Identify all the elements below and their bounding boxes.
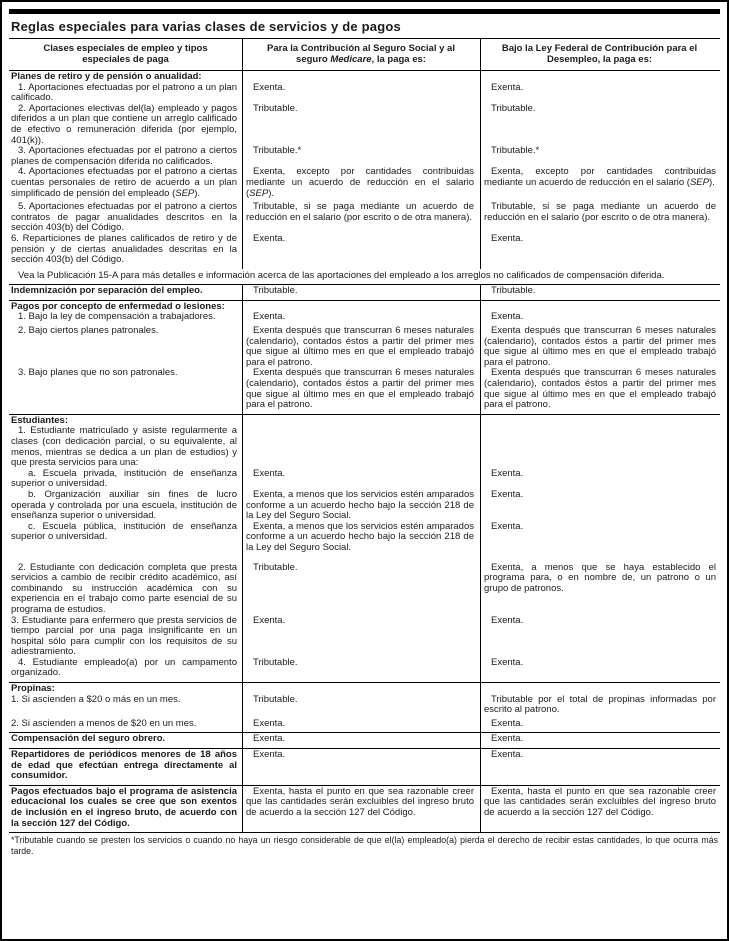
table-row — [9, 146, 720, 167]
desempleo-cell: Exenta. — [491, 467, 524, 479]
row-label: 2. Aportaciones electivas del(la) empleado y pagos diferidos a un plan que contiene un arreglo calificado de efectivo o remuneración diferida (por ejemplo, 401(k)). — [11, 102, 237, 146]
table-row — [9, 563, 720, 616]
table-row — [9, 695, 720, 716]
row-label: Propinas: — [11, 683, 55, 695]
seguro-social-cell: Exenta. — [253, 749, 286, 761]
desempleo-cell: Exenta. — [491, 81, 524, 93]
desempleo-cell: Tributable. — [491, 285, 536, 297]
table-section — [9, 785, 720, 832]
desempleo-cell: Exenta. — [491, 614, 524, 626]
footnote: *Tributable cuando se presten los servicios o cuando no haya un riesgo considerable de que el(la) empleado(a) pierda el derecho de recibir estas cantidades, lo que ocurra más tarde. — [9, 832, 720, 856]
desempleo-cell: Exenta después que transcurran 6 meses naturales (calendario), contados éstos a partir del primer mes que sigue al último mes en que el empleado trabajó para el patrono. — [484, 367, 716, 411]
row-label: 3. Bajo planes que no son patronales. — [18, 367, 178, 379]
row-label: Estudiantes: — [11, 414, 69, 426]
table-section — [9, 71, 720, 269]
seguro-social-cell: Exenta. — [253, 717, 286, 729]
row-label: Pagos efectuados bajo el programa de asistencia educacional los cuales se cree que son exentos de inclusión en el ingreso bruto, de acuerdo con la sección 127 del Código. — [11, 785, 237, 829]
row-label: 1. Bajo la ley de compensación a trabajadores. — [18, 311, 216, 323]
seguro-social-cell — [242, 416, 480, 427]
page-title: Reglas especiales para varias clases de servicios y de pagos — [9, 14, 720, 39]
seguro-social-cell: Exenta. — [253, 311, 286, 323]
table-row — [9, 658, 720, 679]
row-label: a. Escuela privada, institución de enseñanza superior o universidad. — [11, 467, 237, 490]
desempleo-cell: Exenta. — [491, 717, 524, 729]
seguro-social-cell: Exenta, excepto por cantidades contribuidas mediante un acuerdo de reducción en el salario (SEP). — [246, 166, 474, 199]
table-row — [9, 469, 720, 490]
table-row — [9, 326, 720, 368]
desempleo-cell — [480, 426, 720, 468]
table-section — [9, 300, 720, 414]
table-row — [9, 750, 720, 782]
desempleo-cell — [480, 416, 720, 427]
table-row — [9, 234, 720, 266]
table-row — [9, 202, 720, 234]
seguro-social-cell: Exenta. — [253, 232, 286, 244]
row-label: Pagos por concepto de enfermedad o lesiones: — [11, 300, 225, 312]
table-row — [9, 286, 720, 297]
seguro-social-cell: Exenta después que transcurran 6 meses naturales (calendario), contados éstos a partir del primer mes que sigue al último mes en que el empleado trabajó para el patrono. — [246, 367, 474, 411]
column-header-seguro-social: Para la Contribución al Seguro Social y al seguro Medicare, la paga es: — [267, 43, 455, 65]
row-label: 4. Aportaciones efectuadas por el patrono a ciertas cuentas personales de retiro de acuerdo a un plan simplificado de pensión del empleado (SEP). — [11, 166, 237, 199]
desempleo-cell: Exenta, excepto por cantidades contribuidas mediante un acuerdo de reducción en el salario (SEP). — [484, 166, 716, 188]
table-row — [9, 616, 720, 658]
table-section — [9, 748, 720, 785]
seguro-social-cell: Exenta. — [253, 733, 286, 745]
desempleo-cell — [480, 72, 720, 83]
seguro-social-cell — [242, 72, 480, 83]
row-label: 2. Bajo ciertos planes patronales. — [18, 325, 159, 337]
table-row — [9, 490, 720, 522]
table-section — [9, 414, 720, 682]
seguro-social-cell: Exenta, a menos que los servicios estén amparados conforme a un acuerdo hecho bajo la sección 218 de la Ley del Seguro Social. — [246, 488, 474, 522]
seguro-social-cell: Exenta. — [253, 81, 286, 93]
seguro-social-cell: Tributable.* — [253, 145, 302, 157]
row-label: 3. Estudiante para enfermero que presta servicios de tiempo parcial por una paga insignificante en un hospital sólo para cumplir con los requisitos de su adiestramiento. — [11, 614, 237, 658]
table-note: Vea la Publicación 15-A para más detalles e información acerca de las aportaciones del empleado a los arreglos no calificados de compensación diferida. — [18, 269, 665, 281]
seguro-social-cell: Tributable, si se paga mediante un acuerdo de reducción en el salario (por escrito o de otra manera). — [246, 201, 474, 223]
desempleo-cell: Exenta. — [491, 520, 524, 532]
table-section — [9, 284, 720, 300]
seguro-social-cell — [242, 426, 480, 468]
row-label: Planes de retiro y de pensión o anualidad: — [11, 71, 202, 82]
seguro-social-cell: Tributable. — [253, 561, 298, 573]
desempleo-cell: Exenta, hasta el punto en que sea razonable creer que las cantidades serán excluibles del ingreso bruto de acuerdo a la sección 127 del Código. — [484, 785, 716, 818]
row-label: 6. Reparticiones de planes calificados de retiro y de pensión y de ciertas anualidades descritas en la sección 403(b) del Código. — [11, 232, 237, 266]
seguro-social-cell: Exenta después que transcurran 6 meses naturales (calendario), contados éstos a partir del primer mes que sigue al último mes en que el empleado trabajó para el patrono. — [246, 325, 474, 368]
row-label: b. Organización auxiliar sin fines de lucro operada y controlada por una escuela, institución de enseñanza superior o universidad. — [11, 488, 237, 522]
column-header-clases: Clases especiales de empleo y tipos especiales de paga — [43, 43, 208, 65]
row-label: 2. Si ascienden a menos de $20 en un mes. — [11, 717, 197, 729]
desempleo-cell: Tributable, si se paga mediante un acuerdo de reducción en el salario (por escrito o de otra manera). — [484, 201, 716, 223]
desempleo-cell: Tributable.* — [491, 145, 540, 157]
row-label: 5. Aportaciones efectuadas por el patrono a ciertos contratos de pagar anualidades descritos en la sección 403(b) del Código. — [11, 201, 237, 234]
desempleo-cell: Exenta. — [491, 311, 524, 323]
row-label: 1. Estudiante matriculado y asiste regularmente a clases (con dedicación parcial, o su equivalente, al menos, mientras se dedica a un plan de estudios) y que presta servicios para una: — [11, 425, 237, 469]
table-row — [9, 734, 720, 745]
seguro-social-cell: Tributable. — [253, 102, 298, 114]
row-label: Indemnización por separación del empleo. — [11, 285, 203, 297]
desempleo-cell: Exenta, a menos que se haya establecido el programa para, o en nombre de, un patrono o un grupo de patronos. — [484, 561, 716, 594]
seguro-social-cell: Tributable. — [253, 693, 298, 705]
seguro-social-cell: Exenta, a menos que los servicios estén amparados conforme a un acuerdo hecho bajo la sección 218 de la Ley del Seguro Social. — [246, 520, 474, 553]
desempleo-cell: Exenta después que transcurran 6 meses naturales (calendario), contados éstos a partir del primer mes que sigue al último mes en que el empleado trabajó para el patrono. — [484, 325, 716, 368]
desempleo-cell: Exenta. — [491, 656, 524, 668]
row-label: 2. Estudiante con dedicación completa que presta servicios a cambio de recibir crédito académico, así combinando su instrucción académica con su experiencia en el trabajo como parte esencial de su programa de estudios. — [11, 561, 237, 615]
row-label: Compensación del seguro obrero. — [11, 733, 166, 745]
seguro-social-cell: Tributable. — [253, 285, 298, 297]
desempleo-cell: Exenta. — [491, 749, 524, 761]
row-label: c. Escuela pública, institución de enseñanza superior o universidad. — [11, 520, 237, 543]
row-label: 4. Estudiante empleado(a) por un campamento organizado. — [11, 656, 237, 679]
table-row — [9, 167, 720, 199]
row-label: 1. Aportaciones efectuadas por el patrono a un plan calificado. — [11, 81, 237, 104]
row-label: Repartidores de periódicos menores de 18 años de edad que efectúan entrega directamente al consumidor. — [11, 749, 237, 782]
table-section — [9, 732, 720, 748]
table-row — [9, 426, 720, 468]
table-header-row — [9, 39, 720, 71]
desempleo-cell: Exenta. — [491, 232, 524, 244]
table-row — [9, 312, 720, 323]
row-label: 3. Aportaciones efectuadas por el patrono a ciertos planes de compensación diferida no calificados. — [11, 145, 237, 167]
seguro-social-cell: Exenta, hasta el punto en que sea razonable creer que las cantidades serán excluibles del ingreso bruto de acuerdo a la sección 127 del Código. — [246, 785, 474, 818]
table-row — [9, 104, 720, 146]
table-row — [9, 787, 720, 829]
desempleo-cell: Tributable por el total de propinas informadas por escrito al patrono. — [484, 693, 716, 716]
seguro-social-cell: Tributable. — [253, 656, 298, 668]
desempleo-cell: Exenta. — [491, 733, 524, 745]
row-label: 1. Si ascienden a $20 o más en un mes. — [11, 693, 181, 705]
table-section — [9, 682, 720, 732]
table-row — [9, 83, 720, 104]
seguro-social-cell: Exenta. — [253, 614, 286, 626]
seguro-social-cell: Exenta. — [253, 467, 286, 479]
column-header-desempleo: Bajo la Ley Federal de Contribución para el Desempleo, la paga es: — [501, 43, 698, 65]
desempleo-cell: Tributable. — [491, 102, 536, 114]
table-row — [9, 719, 720, 730]
table-row — [9, 368, 720, 410]
table-row — [9, 72, 720, 83]
desempleo-cell: Exenta. — [491, 488, 524, 500]
table-row — [9, 522, 720, 554]
table-body — [9, 71, 720, 832]
